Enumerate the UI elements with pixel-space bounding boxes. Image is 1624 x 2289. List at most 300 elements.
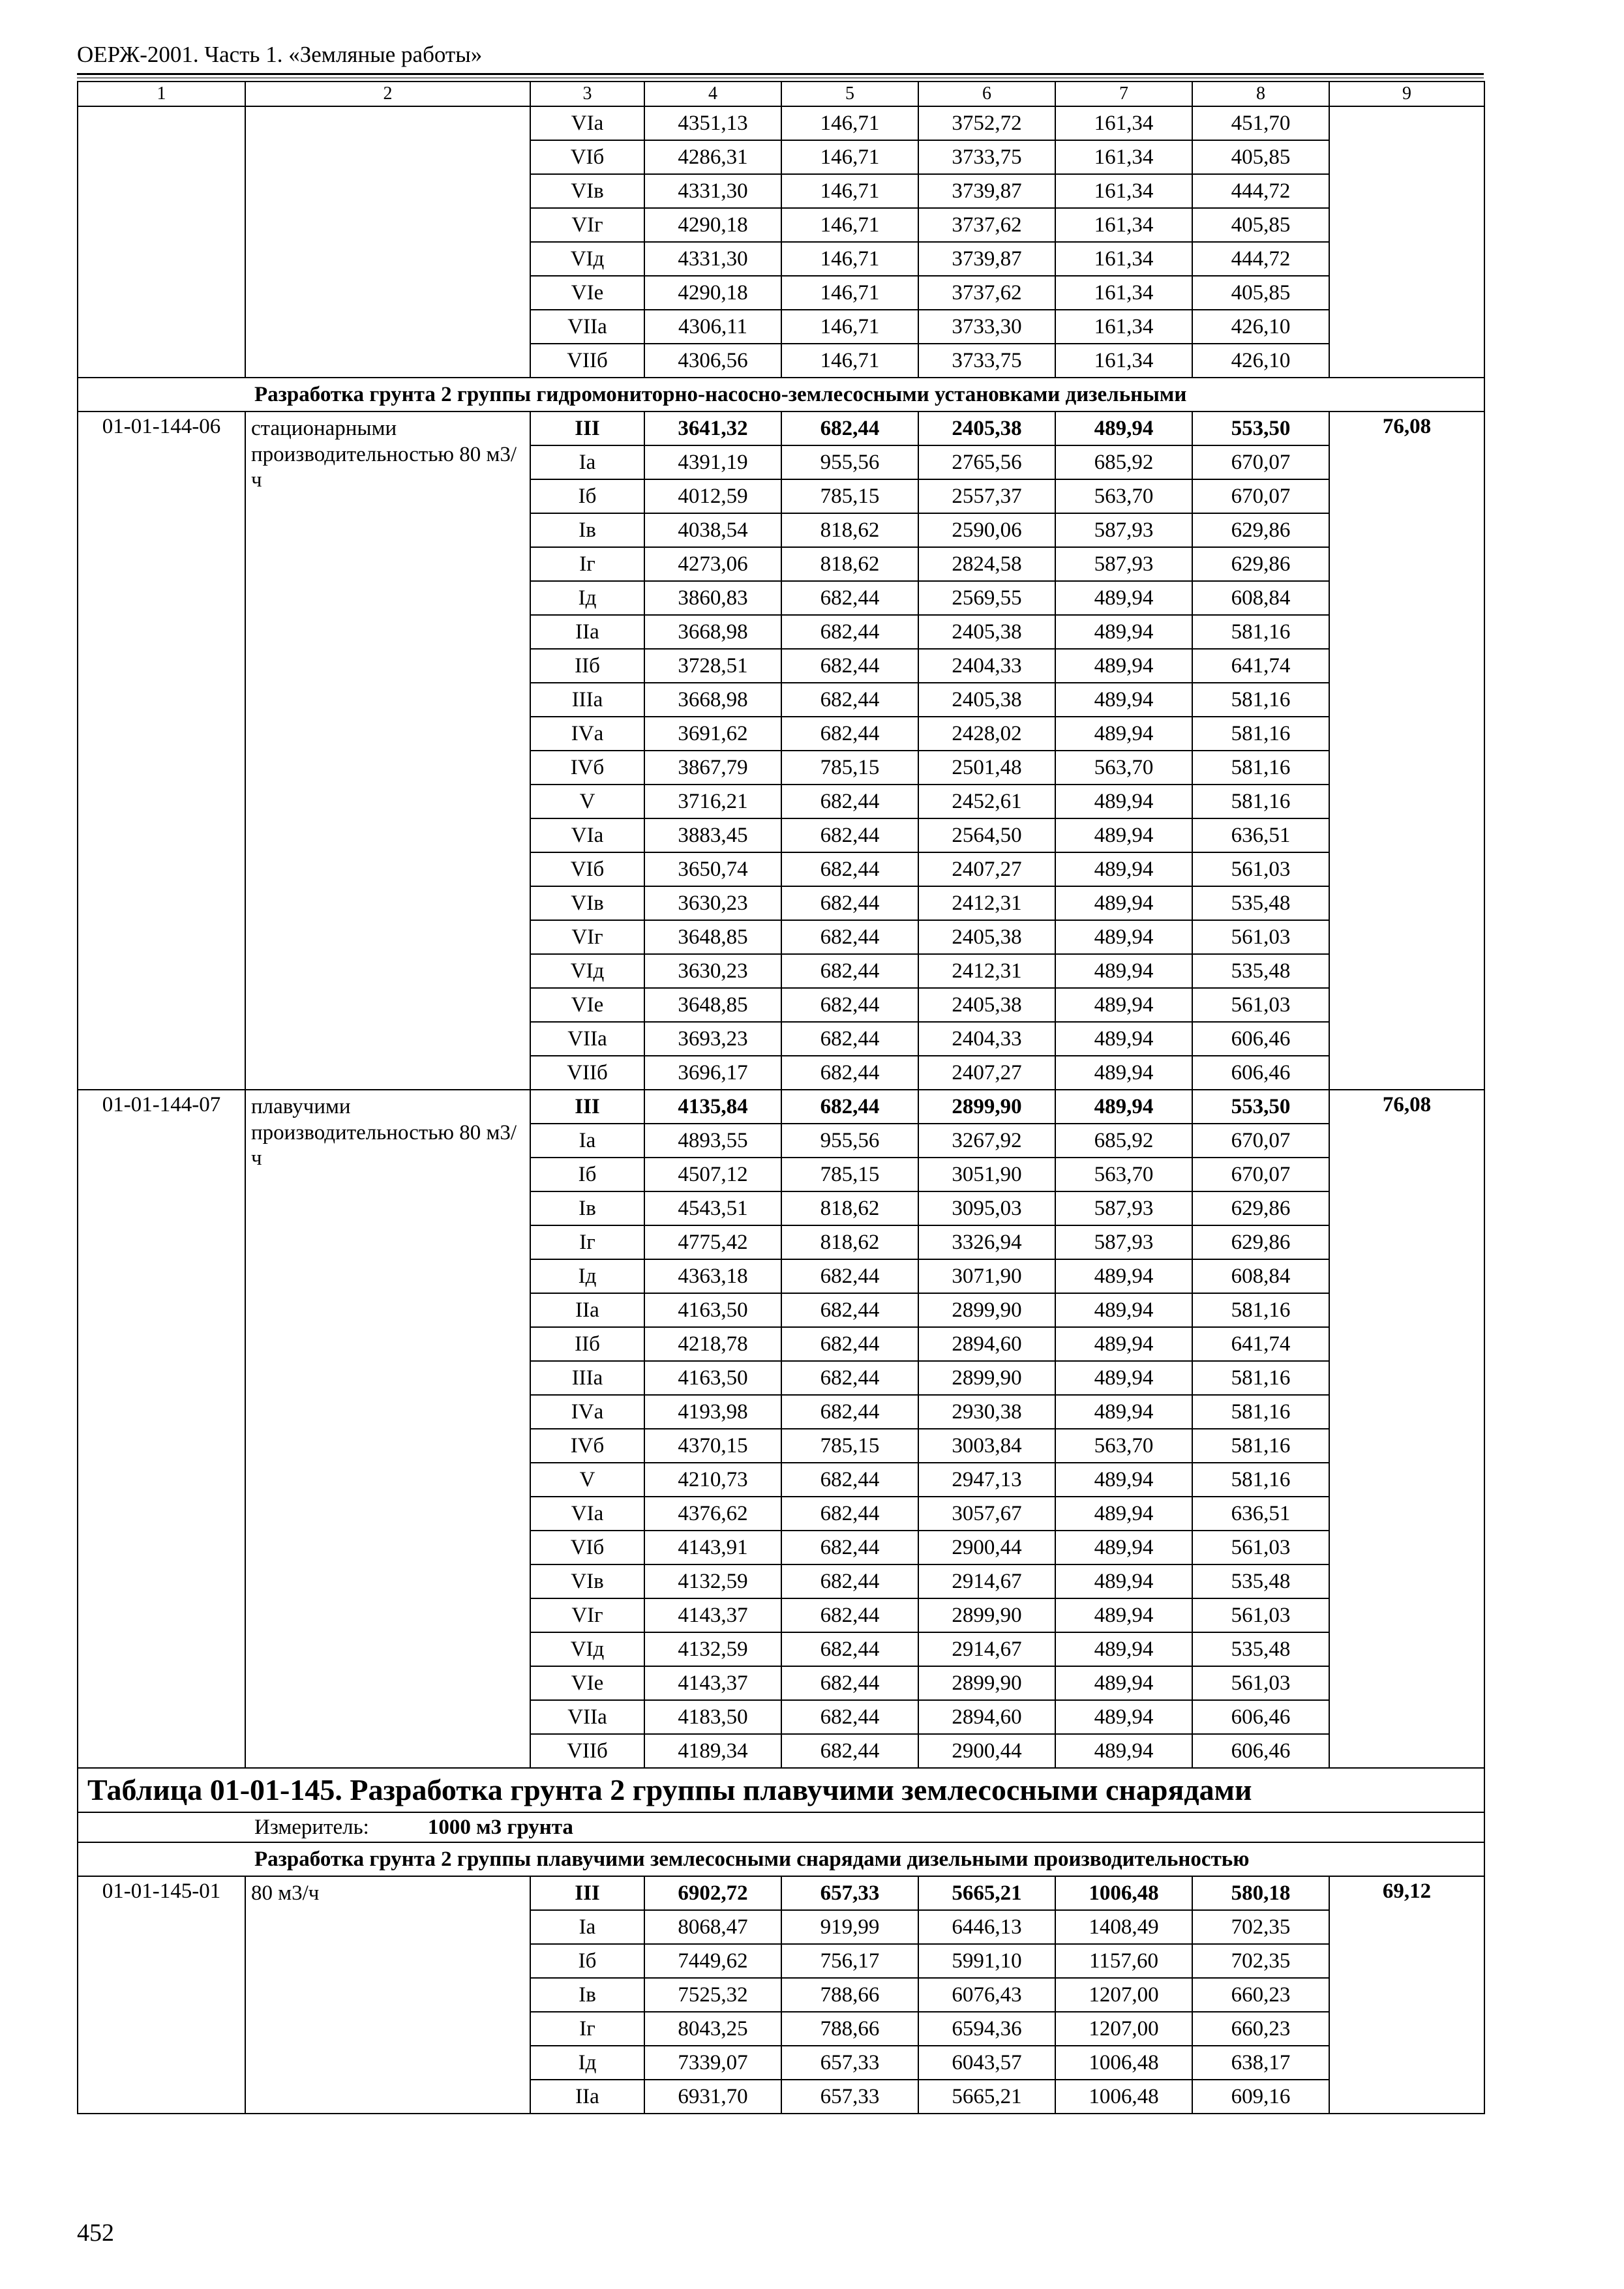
machinist-wage-cell: 489,94 <box>1055 1463 1192 1497</box>
zone-cell: Iб <box>530 479 644 513</box>
materials-cost-cell: 535,48 <box>1192 1632 1329 1666</box>
materials-cost-cell: 629,86 <box>1192 1225 1329 1259</box>
zone-cell: VIа <box>530 106 644 140</box>
column-number: 7 <box>1055 82 1192 106</box>
machine-cost-cell: 3752,72 <box>918 106 1055 140</box>
zone-cell: VIд <box>530 242 644 276</box>
machine-cost-cell: 2452,61 <box>918 785 1055 818</box>
zone-cell: VIIб <box>530 344 644 378</box>
code-cell <box>78 106 245 378</box>
zone-cell: IVа <box>530 1395 644 1429</box>
machinist-wage-cell: 489,94 <box>1055 852 1192 886</box>
machinist-wage-cell: 489,94 <box>1055 683 1192 717</box>
materials-cost-cell: 581,16 <box>1192 1395 1329 1429</box>
total-cost-cell: 4163,50 <box>644 1293 781 1327</box>
machinist-wage-cell: 563,70 <box>1055 1158 1192 1191</box>
labor-cost-cell: 788,66 <box>781 1978 918 2012</box>
machine-cost-cell: 3737,62 <box>918 276 1055 310</box>
zone-cell: VIе <box>530 1666 644 1700</box>
zone-cell: Iг <box>530 2012 644 2046</box>
labor-cost-cell: 818,62 <box>781 1225 918 1259</box>
table-row <box>78 1876 1484 1910</box>
code-cell: 01-01-144-07 <box>78 1090 245 1768</box>
materials-cost-cell: 426,10 <box>1192 344 1329 378</box>
total-cost-cell: 4183,50 <box>644 1700 781 1734</box>
zone-cell: VIб <box>530 140 644 174</box>
labor-cost-cell: 682,44 <box>781 1056 918 1090</box>
zone-cell: Iа <box>530 445 644 479</box>
zone-cell: IIб <box>530 1327 644 1361</box>
table-title: Таблица 01-01-145. Разработка грунта 2 группы плавучими землесосными снарядами <box>78 1768 1484 1812</box>
materials-cost-cell: 606,46 <box>1192 1700 1329 1734</box>
total-cost-cell: 3648,85 <box>644 988 781 1022</box>
total-cost-cell: 3650,74 <box>644 852 781 886</box>
table-row <box>78 411 1484 445</box>
total-cost-cell: 4290,18 <box>644 208 781 242</box>
machinist-wage-cell: 1207,00 <box>1055 2012 1192 2046</box>
zone-cell: IIб <box>530 649 644 683</box>
machinist-wage-cell: 489,94 <box>1055 1531 1192 1564</box>
zone-cell: VIа <box>530 818 644 852</box>
machine-cost-cell: 3733,30 <box>918 310 1055 344</box>
machine-cost-cell: 6446,13 <box>918 1910 1055 1944</box>
machine-cost-cell: 3733,75 <box>918 344 1055 378</box>
machine-cost-cell: 2824,58 <box>918 547 1055 581</box>
machine-cost-cell: 2930,38 <box>918 1395 1055 1429</box>
materials-cost-cell: 629,86 <box>1192 1191 1329 1225</box>
labor-cost-cell: 682,44 <box>781 1090 918 1124</box>
machinist-wage-cell: 563,70 <box>1055 751 1192 785</box>
machine-cost-cell: 2428,02 <box>918 717 1055 751</box>
code-cell: 01-01-145-01 <box>78 1876 245 2114</box>
machine-cost-cell: 2404,33 <box>918 649 1055 683</box>
labor-cost-cell: 657,33 <box>781 1876 918 1910</box>
materials-cost-cell: 638,17 <box>1192 2046 1329 2080</box>
zone-cell: VIе <box>530 988 644 1022</box>
zone-cell: Iа <box>530 1124 644 1158</box>
labor-cost-cell: 682,44 <box>781 1293 918 1327</box>
materials-cost-cell: 609,16 <box>1192 2080 1329 2114</box>
labor-cost-cell: 955,56 <box>781 1124 918 1158</box>
total-cost-cell: 3648,85 <box>644 920 781 954</box>
materials-cost-cell: 426,10 <box>1192 310 1329 344</box>
zone-cell: VIе <box>530 276 644 310</box>
machinist-wage-cell: 161,34 <box>1055 174 1192 208</box>
section-heading-row <box>78 378 1484 411</box>
materials-cost-cell: 660,23 <box>1192 1978 1329 2012</box>
zone-cell: V <box>530 785 644 818</box>
machine-cost-cell: 3267,92 <box>918 1124 1055 1158</box>
labor-cost-cell: 146,71 <box>781 174 918 208</box>
zone-cell: III <box>530 1090 644 1124</box>
zone-cell: IIIа <box>530 683 644 717</box>
total-cost-cell: 4135,84 <box>644 1090 781 1124</box>
total-cost-cell: 4306,11 <box>644 310 781 344</box>
zone-cell: VIIа <box>530 310 644 344</box>
machine-cost-cell: 5991,10 <box>918 1944 1055 1978</box>
zone-cell: VIг <box>530 1598 644 1632</box>
total-cost-cell: 3691,62 <box>644 717 781 751</box>
total-cost-cell: 3883,45 <box>644 818 781 852</box>
total-cost-cell: 3728,51 <box>644 649 781 683</box>
machine-cost-cell: 2899,90 <box>918 1598 1055 1632</box>
zone-cell: VIг <box>530 920 644 954</box>
machine-cost-cell: 2564,50 <box>918 818 1055 852</box>
machinist-wage-cell: 489,94 <box>1055 1090 1192 1124</box>
zone-cell: VIIа <box>530 1022 644 1056</box>
materials-cost-cell: 629,86 <box>1192 513 1329 547</box>
machine-cost-cell: 2405,38 <box>918 920 1055 954</box>
machinist-wage-cell: 489,94 <box>1055 1666 1192 1700</box>
machine-cost-cell: 3057,67 <box>918 1497 1055 1531</box>
total-cost-cell: 8043,25 <box>644 2012 781 2046</box>
section-heading: Разработка грунта 2 группы плавучими землесосными снарядами дизельными производительностью <box>78 1842 1484 1876</box>
labor-cost-cell: 146,71 <box>781 106 918 140</box>
machine-cost-cell: 2894,60 <box>918 1327 1055 1361</box>
machinist-wage-cell: 489,94 <box>1055 954 1192 988</box>
materials-cost-cell: 606,46 <box>1192 1056 1329 1090</box>
machinist-wage-cell: 489,94 <box>1055 1293 1192 1327</box>
machine-cost-cell: 3003,84 <box>918 1429 1055 1463</box>
total-cost-cell: 4331,30 <box>644 242 781 276</box>
materials-cost-cell: 636,51 <box>1192 1497 1329 1531</box>
labor-cost-cell: 682,44 <box>781 785 918 818</box>
labor-cost-cell: 955,56 <box>781 445 918 479</box>
total-cost-cell: 4370,15 <box>644 1429 781 1463</box>
machine-cost-cell: 2899,90 <box>918 1090 1055 1124</box>
labor-cost-cell: 682,44 <box>781 1022 918 1056</box>
section-heading-row <box>78 1842 1484 1876</box>
machine-cost-cell: 3737,62 <box>918 208 1055 242</box>
total-cost-cell: 4132,59 <box>644 1632 781 1666</box>
labor-cost-cell: 146,71 <box>781 208 918 242</box>
total-cost-cell: 4143,91 <box>644 1531 781 1564</box>
machinist-wage-cell: 563,70 <box>1055 1429 1192 1463</box>
column-number-row <box>78 82 1484 106</box>
labor-cost-cell: 682,44 <box>781 1361 918 1395</box>
total-cost-cell: 6931,70 <box>644 2080 781 2114</box>
machinist-wage-cell: 161,34 <box>1055 310 1192 344</box>
machine-cost-cell: 2407,27 <box>918 1056 1055 1090</box>
machinist-wage-cell: 489,94 <box>1055 1259 1192 1293</box>
materials-cost-cell: 581,16 <box>1192 751 1329 785</box>
materials-cost-cell: 444,72 <box>1192 242 1329 276</box>
materials-cost-cell: 641,74 <box>1192 649 1329 683</box>
zone-cell: IIа <box>530 2080 644 2114</box>
total-cost-cell: 4286,31 <box>644 140 781 174</box>
total-cost-cell: 8068,47 <box>644 1910 781 1944</box>
labor-cost-cell: 785,15 <box>781 751 918 785</box>
materials-cost-cell: 702,35 <box>1192 1910 1329 1944</box>
zone-cell: Iв <box>530 1978 644 2012</box>
labor-cost-cell: 146,71 <box>781 310 918 344</box>
machine-cost-cell: 5665,21 <box>918 2080 1055 2114</box>
total-cost-cell: 6902,72 <box>644 1876 781 1910</box>
machine-cost-cell: 2404,33 <box>918 1022 1055 1056</box>
machine-cost-cell: 2569,55 <box>918 581 1055 615</box>
labor-norm-cell: 69,12 <box>1329 1876 1484 2114</box>
machinist-wage-cell: 563,70 <box>1055 479 1192 513</box>
labor-cost-cell: 682,44 <box>781 1259 918 1293</box>
materials-cost-cell: 561,03 <box>1192 1598 1329 1632</box>
labor-cost-cell: 682,44 <box>781 1666 918 1700</box>
materials-cost-cell: 405,85 <box>1192 276 1329 310</box>
total-cost-cell: 3668,98 <box>644 683 781 717</box>
total-cost-cell: 4012,59 <box>644 479 781 513</box>
labor-cost-cell: 682,44 <box>781 920 918 954</box>
labor-norm-cell: 76,08 <box>1329 411 1484 1090</box>
running-header: ОЕРЖ-2001. Часть 1. «Земляные работы» <box>77 42 483 67</box>
labor-cost-cell: 785,15 <box>781 1158 918 1191</box>
machine-cost-cell: 2412,31 <box>918 886 1055 920</box>
labor-cost-cell: 682,44 <box>781 683 918 717</box>
materials-cost-cell: 581,16 <box>1192 683 1329 717</box>
total-cost-cell: 4218,78 <box>644 1327 781 1361</box>
zone-cell: VIд <box>530 954 644 988</box>
materials-cost-cell: 581,16 <box>1192 717 1329 751</box>
machinist-wage-cell: 489,94 <box>1055 581 1192 615</box>
materials-cost-cell: 581,16 <box>1192 785 1329 818</box>
zone-cell: Iг <box>530 1225 644 1259</box>
materials-cost-cell: 629,86 <box>1192 547 1329 581</box>
labor-cost-cell: 682,44 <box>781 852 918 886</box>
labor-cost-cell: 146,71 <box>781 140 918 174</box>
materials-cost-cell: 608,84 <box>1192 1259 1329 1293</box>
machinist-wage-cell: 587,93 <box>1055 547 1192 581</box>
labor-cost-cell: 682,44 <box>781 411 918 445</box>
zone-cell: III <box>530 411 644 445</box>
total-cost-cell: 4543,51 <box>644 1191 781 1225</box>
machinist-wage-cell: 489,94 <box>1055 920 1192 954</box>
machine-cost-cell: 3051,90 <box>918 1158 1055 1191</box>
machinist-wage-cell: 161,34 <box>1055 344 1192 378</box>
zone-cell: III <box>530 1876 644 1910</box>
labor-cost-cell: 682,44 <box>781 717 918 751</box>
materials-cost-cell: 444,72 <box>1192 174 1329 208</box>
labor-cost-cell: 682,44 <box>781 1463 918 1497</box>
total-cost-cell: 4143,37 <box>644 1666 781 1700</box>
machine-cost-cell: 2899,90 <box>918 1361 1055 1395</box>
zone-cell: Iа <box>530 1910 644 1944</box>
column-number: 3 <box>530 82 644 106</box>
total-cost-cell: 4507,12 <box>644 1158 781 1191</box>
description-cell: плавучими производительностью 80 м3/ч <box>245 1090 530 1768</box>
total-cost-cell: 4189,34 <box>644 1734 781 1768</box>
zone-cell: IVб <box>530 1429 644 1463</box>
machinist-wage-cell: 489,94 <box>1055 1361 1192 1395</box>
labor-cost-cell: 146,71 <box>781 242 918 276</box>
labor-cost-cell: 657,33 <box>781 2080 918 2114</box>
machinist-wage-cell: 161,34 <box>1055 276 1192 310</box>
labor-cost-cell: 682,44 <box>781 818 918 852</box>
column-number: 5 <box>781 82 918 106</box>
materials-cost-cell: 670,07 <box>1192 479 1329 513</box>
machine-cost-cell: 2407,27 <box>918 852 1055 886</box>
machine-cost-cell: 2765,56 <box>918 445 1055 479</box>
labor-cost-cell: 682,44 <box>781 1632 918 1666</box>
materials-cost-cell: 581,16 <box>1192 615 1329 649</box>
labor-cost-cell: 756,17 <box>781 1944 918 1978</box>
machine-cost-cell: 2899,90 <box>918 1666 1055 1700</box>
zone-cell: VIв <box>530 1564 644 1598</box>
materials-cost-cell: 561,03 <box>1192 1531 1329 1564</box>
materials-cost-cell: 561,03 <box>1192 852 1329 886</box>
total-cost-cell: 4331,30 <box>644 174 781 208</box>
materials-cost-cell: 702,35 <box>1192 1944 1329 1978</box>
zone-cell: VIб <box>530 1531 644 1564</box>
measurement-label: Измеритель: <box>254 1815 369 1839</box>
labor-cost-cell: 682,44 <box>781 649 918 683</box>
machinist-wage-cell: 489,94 <box>1055 818 1192 852</box>
machine-cost-cell: 3095,03 <box>918 1191 1055 1225</box>
labor-cost-cell: 682,44 <box>781 615 918 649</box>
total-cost-cell: 4306,56 <box>644 344 781 378</box>
labor-norm-cell <box>1329 106 1484 378</box>
machine-cost-cell: 3326,94 <box>918 1225 1055 1259</box>
zone-cell: IIIа <box>530 1361 644 1395</box>
section-heading: Разработка грунта 2 группы гидромониторно-насосно-землесосными установками дизельными <box>78 378 1484 411</box>
materials-cost-cell: 660,23 <box>1192 2012 1329 2046</box>
machinist-wage-cell: 1207,00 <box>1055 1978 1192 2012</box>
header-rule <box>77 73 1484 78</box>
total-cost-cell: 3668,98 <box>644 615 781 649</box>
materials-cost-cell: 561,03 <box>1192 1666 1329 1700</box>
machine-cost-cell: 5665,21 <box>918 1876 1055 1910</box>
machinist-wage-cell: 489,94 <box>1055 1497 1192 1531</box>
labor-cost-cell: 785,15 <box>781 479 918 513</box>
total-cost-cell: 7525,32 <box>644 1978 781 2012</box>
total-cost-cell: 4163,50 <box>644 1361 781 1395</box>
machine-cost-cell: 2899,90 <box>918 1293 1055 1327</box>
labor-cost-cell: 818,62 <box>781 1191 918 1225</box>
labor-cost-cell: 657,33 <box>781 2046 918 2080</box>
materials-cost-cell: 670,07 <box>1192 1124 1329 1158</box>
machinist-wage-cell: 489,94 <box>1055 785 1192 818</box>
machinist-wage-cell: 161,34 <box>1055 140 1192 174</box>
zone-cell: Iб <box>530 1944 644 1978</box>
total-cost-cell: 4132,59 <box>644 1564 781 1598</box>
total-cost-cell: 4351,13 <box>644 106 781 140</box>
labor-cost-cell: 682,44 <box>781 1598 918 1632</box>
labor-cost-cell: 682,44 <box>781 581 918 615</box>
column-number: 2 <box>245 82 530 106</box>
labor-cost-cell: 682,44 <box>781 1564 918 1598</box>
page-number: 452 <box>77 2219 114 2247</box>
materials-cost-cell: 608,84 <box>1192 581 1329 615</box>
labor-cost-cell: 785,15 <box>781 1429 918 1463</box>
zone-cell: VIа <box>530 1497 644 1531</box>
labor-cost-cell: 146,71 <box>781 344 918 378</box>
machine-cost-cell: 6594,36 <box>918 2012 1055 2046</box>
machinist-wage-cell: 489,94 <box>1055 411 1192 445</box>
zone-cell: Iд <box>530 2046 644 2080</box>
labor-cost-cell: 788,66 <box>781 2012 918 2046</box>
total-cost-cell: 4363,18 <box>644 1259 781 1293</box>
zone-cell: Iг <box>530 547 644 581</box>
zone-cell: VIIа <box>530 1700 644 1734</box>
materials-cost-cell: 670,07 <box>1192 445 1329 479</box>
total-cost-cell: 4038,54 <box>644 513 781 547</box>
zone-cell: Iб <box>530 1158 644 1191</box>
zone-cell: Iв <box>530 1191 644 1225</box>
machine-cost-cell: 6076,43 <box>918 1978 1055 2012</box>
labor-cost-cell: 682,44 <box>781 1700 918 1734</box>
machine-cost-cell: 2501,48 <box>918 751 1055 785</box>
zone-cell: IVб <box>530 751 644 785</box>
labor-cost-cell: 682,44 <box>781 954 918 988</box>
materials-cost-cell: 581,16 <box>1192 1293 1329 1327</box>
machine-cost-cell: 2900,44 <box>918 1734 1055 1768</box>
zone-cell: IVа <box>530 717 644 751</box>
measurement-value: 1000 м3 грунта <box>427 1815 573 1839</box>
total-cost-cell: 3630,23 <box>644 954 781 988</box>
zone-cell: VIв <box>530 174 644 208</box>
machinist-wage-cell: 489,94 <box>1055 1022 1192 1056</box>
machinist-wage-cell: 1157,60 <box>1055 1944 1192 1978</box>
machinist-wage-cell: 489,94 <box>1055 1598 1192 1632</box>
materials-cost-cell: 636,51 <box>1192 818 1329 852</box>
machinist-wage-cell: 1006,48 <box>1055 1876 1192 1910</box>
machinist-wage-cell: 587,93 <box>1055 513 1192 547</box>
machinist-wage-cell: 489,94 <box>1055 1056 1192 1090</box>
machinist-wage-cell: 489,94 <box>1055 1395 1192 1429</box>
description-cell <box>245 106 530 378</box>
machine-cost-cell: 3739,87 <box>918 174 1055 208</box>
labor-cost-cell: 146,71 <box>781 276 918 310</box>
total-cost-cell: 4775,42 <box>644 1225 781 1259</box>
machinist-wage-cell: 489,94 <box>1055 1327 1192 1361</box>
machine-cost-cell: 3733,75 <box>918 140 1055 174</box>
total-cost-cell: 3641,32 <box>644 411 781 445</box>
total-cost-cell: 4391,19 <box>644 445 781 479</box>
materials-cost-cell: 561,03 <box>1192 988 1329 1022</box>
code-cell: 01-01-144-06 <box>78 411 245 1090</box>
zone-cell: Iд <box>530 581 644 615</box>
materials-cost-cell: 553,50 <box>1192 411 1329 445</box>
machinist-wage-cell: 587,93 <box>1055 1191 1192 1225</box>
machinist-wage-cell: 685,92 <box>1055 1124 1192 1158</box>
labor-cost-cell: 682,44 <box>781 1734 918 1768</box>
total-cost-cell: 4273,06 <box>644 547 781 581</box>
machinist-wage-cell: 489,94 <box>1055 886 1192 920</box>
zone-cell: VIг <box>530 208 644 242</box>
machine-cost-cell: 6043,57 <box>918 2046 1055 2080</box>
machinist-wage-cell: 587,93 <box>1055 1225 1192 1259</box>
machinist-wage-cell: 161,34 <box>1055 106 1192 140</box>
measurement-row <box>78 1812 1484 1842</box>
machine-cost-cell: 2900,44 <box>918 1531 1055 1564</box>
total-cost-cell: 7339,07 <box>644 2046 781 2080</box>
labor-cost-cell: 682,44 <box>781 1497 918 1531</box>
materials-cost-cell: 451,70 <box>1192 106 1329 140</box>
total-cost-cell: 3867,79 <box>644 751 781 785</box>
materials-cost-cell: 606,46 <box>1192 1734 1329 1768</box>
labor-cost-cell: 682,44 <box>781 1327 918 1361</box>
materials-cost-cell: 405,85 <box>1192 208 1329 242</box>
machinist-wage-cell: 1006,48 <box>1055 2046 1192 2080</box>
machinist-wage-cell: 489,94 <box>1055 1564 1192 1598</box>
machine-cost-cell: 3739,87 <box>918 242 1055 276</box>
machine-cost-cell: 2405,38 <box>918 615 1055 649</box>
total-cost-cell: 4376,62 <box>644 1497 781 1531</box>
total-cost-cell: 4210,73 <box>644 1463 781 1497</box>
zone-cell: IIа <box>530 615 644 649</box>
machinist-wage-cell: 489,94 <box>1055 615 1192 649</box>
table-title-row <box>78 1768 1484 1812</box>
machinist-wage-cell: 489,94 <box>1055 1632 1192 1666</box>
labor-cost-cell: 682,44 <box>781 1531 918 1564</box>
machine-cost-cell: 2405,38 <box>918 411 1055 445</box>
